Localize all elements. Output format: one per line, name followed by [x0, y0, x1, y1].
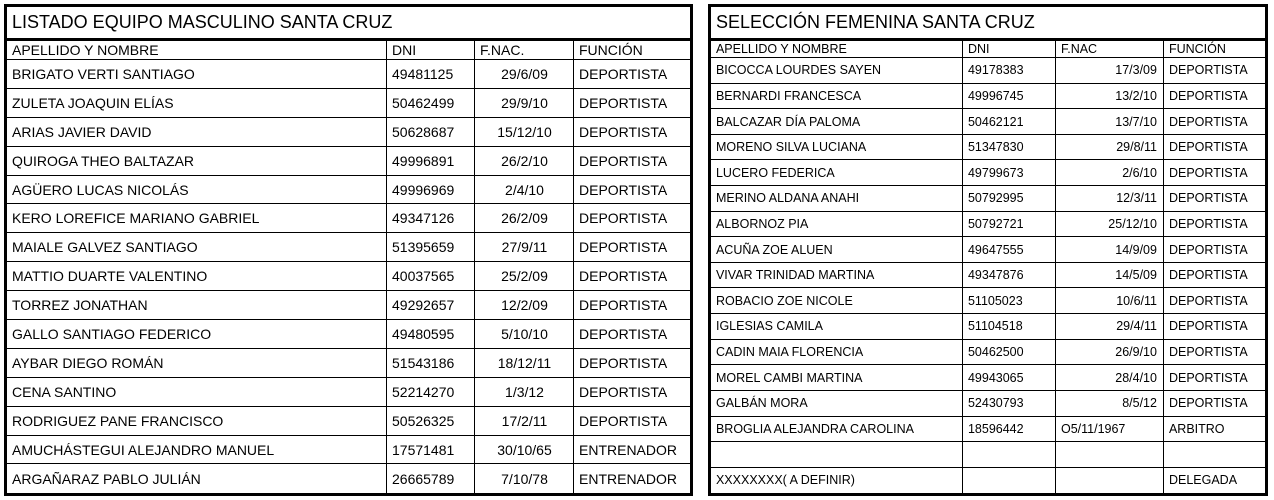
table-row	[6, 262, 692, 291]
cell-dni: 50462500	[962, 339, 1055, 365]
cell-funcion: DEPORTISTA	[1163, 390, 1266, 416]
table-row	[709, 390, 1266, 416]
cell-funcion: DEPORTISTA	[1163, 211, 1266, 237]
cell-funcion: DEPORTISTA	[574, 146, 692, 175]
cell-apellido-y-nombre: AGÜERO LUCAS NICOLÁS	[6, 175, 387, 204]
table-row	[709, 237, 1266, 263]
cell-fnac: 8/5/12	[1055, 390, 1163, 416]
cell-fnac	[1055, 467, 1163, 494]
table-row	[709, 58, 1266, 84]
cell-funcion: ENTRENADOR	[574, 464, 692, 495]
cell-dni: 49943065	[962, 365, 1055, 391]
table-femenina-body	[709, 58, 1266, 495]
cell-apellido-y-nombre: ZULETA JOAQUIN ELÍAS	[6, 88, 387, 117]
col-header-dni: DNI	[387, 40, 475, 60]
cell-fnac: 26/2/10	[475, 146, 574, 175]
cell-dni: 51543186	[387, 348, 475, 377]
col-header-dni: DNI	[962, 40, 1055, 58]
cell-fnac: 26/9/10	[1055, 339, 1163, 365]
cell-fnac: 29/6/09	[475, 60, 574, 89]
table-row	[709, 6, 1266, 40]
cell-dni: 49292657	[387, 291, 475, 320]
cell-apellido-y-nombre: BROGLIA ALEJANDRA CAROLINA	[709, 416, 962, 442]
cell-fnac: 28/4/10	[1055, 365, 1163, 391]
cell-apellido-y-nombre: VIVAR TRINIDAD MARTINA	[709, 262, 962, 288]
cell-fnac: 10/6/11	[1055, 288, 1163, 314]
cell-fnac: 14/9/09	[1055, 237, 1163, 263]
cell-apellido-y-nombre: ROBACIO ZOE NICOLE	[709, 288, 962, 314]
cell-apellido-y-nombre: AMUCHÁSTEGUI ALEJANDRO MANUEL	[6, 435, 387, 464]
cell-funcion: DEPORTISTA	[1163, 134, 1266, 160]
table-row	[6, 233, 692, 262]
cell-funcion: DEPORTISTA	[574, 60, 692, 89]
cell-fnac: 29/8/11	[1055, 134, 1163, 160]
header-row	[6, 40, 692, 60]
table-row	[6, 60, 692, 89]
col-header-fnac: F.NAC.	[475, 40, 574, 60]
cell-apellido-y-nombre: BICOCCA LOURDES SAYEN	[709, 58, 962, 84]
table-row	[709, 134, 1266, 160]
table-row	[6, 406, 692, 435]
cell-funcion	[1163, 442, 1266, 468]
table-row	[6, 291, 692, 320]
table-row	[6, 175, 692, 204]
cell-funcion: DEPORTISTA	[574, 175, 692, 204]
cell-dni: 49178383	[962, 58, 1055, 84]
cell-funcion: DEPORTISTA	[1163, 339, 1266, 365]
cell-dni: 49480595	[387, 320, 475, 349]
cell-funcion: DELEGADA	[1163, 467, 1266, 494]
col-header-apellido-y-nombre: APELLIDO Y NOMBRE	[6, 40, 387, 60]
cell-dni: 52214270	[387, 377, 475, 406]
cell-dni: 18596442	[962, 416, 1055, 442]
cell-apellido-y-nombre: AYBAR DIEGO ROMÁN	[6, 348, 387, 377]
cell-funcion: DEPORTISTA	[1163, 262, 1266, 288]
cell-apellido-y-nombre: GALLO SANTIAGO FEDERICO	[6, 320, 387, 349]
table-equipo-masculino	[4, 4, 693, 496]
cell-funcion: DEPORTISTA	[1163, 186, 1266, 212]
cell-dni: 40037565	[387, 262, 475, 291]
cell-apellido-y-nombre: IGLESIAS CAMILA	[709, 314, 962, 340]
cell-apellido-y-nombre: ARGAÑARAZ PABLO JULIÁN	[6, 464, 387, 495]
cell-apellido-y-nombre: KERO LOREFICE MARIANO GABRIEL	[6, 204, 387, 233]
cell-dni: 49996969	[387, 175, 475, 204]
cell-dni	[962, 442, 1055, 468]
col-header-fnac: F.NAC	[1055, 40, 1163, 58]
cell-fnac: 25/12/10	[1055, 211, 1163, 237]
table-row	[709, 442, 1266, 468]
cell-funcion: ARBITRO	[1163, 416, 1266, 442]
table-row	[6, 464, 692, 495]
cell-fnac: 5/10/10	[475, 320, 574, 349]
cell-dni: 49996891	[387, 146, 475, 175]
col-header-funcion: FUNCIÓN	[1163, 40, 1266, 58]
cell-funcion: DEPORTISTA	[574, 406, 692, 435]
cell-apellido-y-nombre: CENA SANTINO	[6, 377, 387, 406]
table-row	[709, 262, 1266, 288]
cell-dni: 51395659	[387, 233, 475, 262]
cell-apellido-y-nombre: BRIGATO VERTI SANTIAGO	[6, 60, 387, 89]
cell-dni: 50526325	[387, 406, 475, 435]
cell-fnac: 18/12/11	[475, 348, 574, 377]
table-row	[6, 320, 692, 349]
cell-dni: 52430793	[962, 390, 1055, 416]
cell-funcion: DEPORTISTA	[1163, 58, 1266, 84]
cell-dni: 50462499	[387, 88, 475, 117]
cell-dni: 49347126	[387, 204, 475, 233]
cell-dni: 26665789	[387, 464, 475, 495]
table-row	[709, 186, 1266, 212]
cell-fnac: 17/2/11	[475, 406, 574, 435]
cell-fnac: 1/3/12	[475, 377, 574, 406]
cell-apellido-y-nombre: RODRIGUEZ PANE FRANCISCO	[6, 406, 387, 435]
cell-apellido-y-nombre: ACUÑA ZOE ALUEN	[709, 237, 962, 263]
cell-funcion: DEPORTISTA	[1163, 237, 1266, 263]
cell-funcion: DEPORTISTA	[574, 377, 692, 406]
cell-fnac: 29/4/11	[1055, 314, 1163, 340]
cell-funcion: DEPORTISTA	[1163, 365, 1266, 391]
cell-fnac: 13/7/10	[1055, 109, 1163, 135]
table-row	[709, 109, 1266, 135]
cell-funcion: DEPORTISTA	[1163, 314, 1266, 340]
header-row	[709, 40, 1266, 58]
cell-apellido-y-nombre: ALBORNOZ PIA	[709, 211, 962, 237]
cell-funcion: ENTRENADOR	[574, 435, 692, 464]
table-row	[709, 211, 1266, 237]
cell-funcion: DEPORTISTA	[1163, 160, 1266, 186]
cell-dni: 49347876	[962, 262, 1055, 288]
table-masculino-title: LISTADO EQUIPO MASCULINO SANTA CRUZ	[6, 6, 692, 40]
cell-funcion: DEPORTISTA	[574, 348, 692, 377]
table-row	[6, 88, 692, 117]
cell-funcion: DEPORTISTA	[574, 262, 692, 291]
cell-dni: 50792995	[962, 186, 1055, 212]
cell-fnac: 14/5/09	[1055, 262, 1163, 288]
cell-fnac: 12/2/09	[475, 291, 574, 320]
table-row	[6, 146, 692, 175]
cell-fnac: 15/12/10	[475, 117, 574, 146]
cell-fnac	[1055, 442, 1163, 468]
table-femenina-title: SELECCIÓN FEMENINA SANTA CRUZ	[709, 6, 1266, 40]
cell-funcion: DEPORTISTA	[574, 117, 692, 146]
cell-fnac: 2/4/10	[475, 175, 574, 204]
cell-apellido-y-nombre: LUCERO FEDERICA	[709, 160, 962, 186]
cell-dni: 50462121	[962, 109, 1055, 135]
table-row	[709, 288, 1266, 314]
table-masculino-body	[6, 60, 692, 495]
cell-apellido-y-nombre: GALBÁN MORA	[709, 390, 962, 416]
cell-apellido-y-nombre: MORENO SILVA LUCIANA	[709, 134, 962, 160]
cell-dni: 50628687	[387, 117, 475, 146]
table-row	[709, 339, 1266, 365]
cell-dni: 51104518	[962, 314, 1055, 340]
table-row	[709, 365, 1266, 391]
cell-fnac: 2/6/10	[1055, 160, 1163, 186]
cell-dni: 50792721	[962, 211, 1055, 237]
cell-apellido-y-nombre: TORREZ JONATHAN	[6, 291, 387, 320]
cell-dni: 17571481	[387, 435, 475, 464]
cell-apellido-y-nombre: MERINO ALDANA ANAHI	[709, 186, 962, 212]
cell-fnac: 29/9/10	[475, 88, 574, 117]
table-row	[6, 348, 692, 377]
cell-apellido-y-nombre	[709, 442, 962, 468]
cell-dni: 51105023	[962, 288, 1055, 314]
cell-funcion: DEPORTISTA	[574, 233, 692, 262]
table-row	[6, 6, 692, 40]
table-seleccion-femenina	[708, 4, 1268, 496]
cell-apellido-y-nombre: BERNARDI FRANCESCA	[709, 83, 962, 109]
cell-dni: 49996745	[962, 83, 1055, 109]
cell-fnac: 7/10/78	[475, 464, 574, 495]
table-row	[6, 204, 692, 233]
cell-dni	[962, 467, 1055, 494]
table-row	[709, 314, 1266, 340]
table-row	[709, 467, 1266, 494]
cell-dni: 51347830	[962, 134, 1055, 160]
cell-funcion: DEPORTISTA	[574, 320, 692, 349]
cell-apellido-y-nombre: ARIAS JAVIER DAVID	[6, 117, 387, 146]
cell-apellido-y-nombre: MATTIO DUARTE VALENTINO	[6, 262, 387, 291]
col-header-apellido-y-nombre: APELLIDO Y NOMBRE	[709, 40, 962, 58]
table-row	[709, 83, 1266, 109]
cell-dni: 49799673	[962, 160, 1055, 186]
cell-funcion: DEPORTISTA	[574, 204, 692, 233]
cell-apellido-y-nombre: QUIROGA THEO BALTAZAR	[6, 146, 387, 175]
table-row	[6, 117, 692, 146]
table-row	[6, 377, 692, 406]
cell-funcion: DEPORTISTA	[1163, 83, 1266, 109]
cell-fnac: 26/2/09	[475, 204, 574, 233]
col-header-funcion: FUNCIÓN	[574, 40, 692, 60]
cell-apellido-y-nombre: MOREL CAMBI MARTINA	[709, 365, 962, 391]
cell-fnac: 27/9/11	[475, 233, 574, 262]
cell-dni: 49647555	[962, 237, 1055, 263]
table-row	[709, 160, 1266, 186]
cell-apellido-y-nombre: CADIN MAIA FLORENCIA	[709, 339, 962, 365]
cell-fnac: 25/2/09	[475, 262, 574, 291]
cell-apellido-y-nombre: MAIALE GALVEZ SANTIAGO	[6, 233, 387, 262]
table-row	[6, 435, 692, 464]
cell-funcion: DEPORTISTA	[1163, 288, 1266, 314]
cell-funcion: DEPORTISTA	[574, 88, 692, 117]
cell-fnac: O5/11/1967	[1055, 416, 1163, 442]
cell-funcion: DEPORTISTA	[1163, 109, 1266, 135]
cell-funcion: DEPORTISTA	[574, 291, 692, 320]
cell-apellido-y-nombre: BALCAZAR DÍA PALOMA	[709, 109, 962, 135]
cell-fnac: 13/2/10	[1055, 83, 1163, 109]
cell-fnac: 17/3/09	[1055, 58, 1163, 84]
cell-fnac: 12/3/11	[1055, 186, 1163, 212]
cell-fnac: 30/10/65	[475, 435, 574, 464]
table-row	[709, 416, 1266, 442]
cell-apellido-y-nombre: XXXXXXXX( A DEFINIR)	[709, 467, 962, 494]
cell-dni: 49481125	[387, 60, 475, 89]
